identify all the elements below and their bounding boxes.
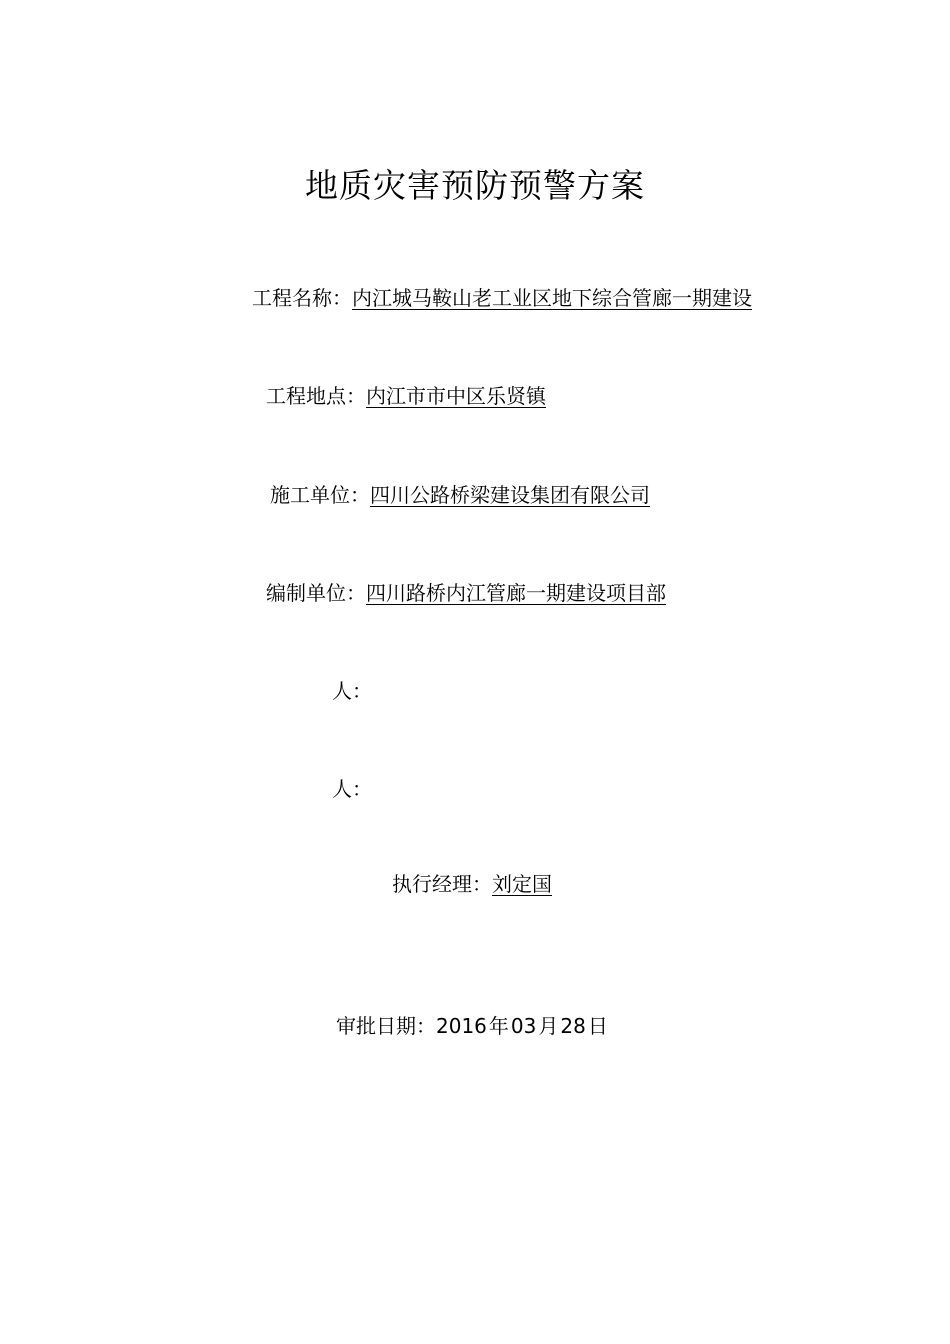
person-row-2 (332, 774, 372, 804)
project-location-value: 内江市市中区乐贤镇 (366, 384, 546, 408)
document-title: 地质灾害预防预警方案 (305, 166, 645, 205)
person-1-label: 人： (332, 679, 372, 703)
executive-manager-value: 刘定国 (492, 872, 552, 896)
executive-manager-label: 执行经理： (392, 872, 492, 896)
approval-day-unit: 日 (587, 1014, 608, 1038)
person-2-label: 人： (332, 777, 372, 801)
compiling-unit-label: 编制单位： (266, 581, 366, 605)
person-row-1 (332, 676, 372, 706)
construction-unit-row (270, 480, 650, 510)
project-name-row (252, 283, 752, 313)
project-name-value: 内江城马鞍山老工业区地下综合管廊一期建设 (352, 286, 752, 310)
construction-unit-label: 施工单位： (270, 483, 370, 507)
approval-date-row (336, 1011, 608, 1041)
project-location-label: 工程地点： (266, 384, 366, 408)
approval-day: 28 (560, 1014, 586, 1038)
approval-year-unit: 年 (488, 1014, 509, 1038)
approval-year: 2016 (436, 1014, 487, 1038)
compiling-unit-value: 四川路桥内江管廊一期建设项目部 (366, 581, 666, 605)
approval-month-unit: 月 (538, 1014, 559, 1038)
approval-month: 03 (510, 1014, 537, 1038)
approval-date-label: 审批日期： (336, 1014, 436, 1038)
compiling-unit-row (266, 578, 666, 608)
executive-manager-row (392, 869, 552, 899)
construction-unit-value: 四川公路桥梁建设集团有限公司 (370, 483, 650, 507)
project-location-row (266, 381, 546, 411)
project-name-label: 工程名称： (252, 286, 352, 310)
